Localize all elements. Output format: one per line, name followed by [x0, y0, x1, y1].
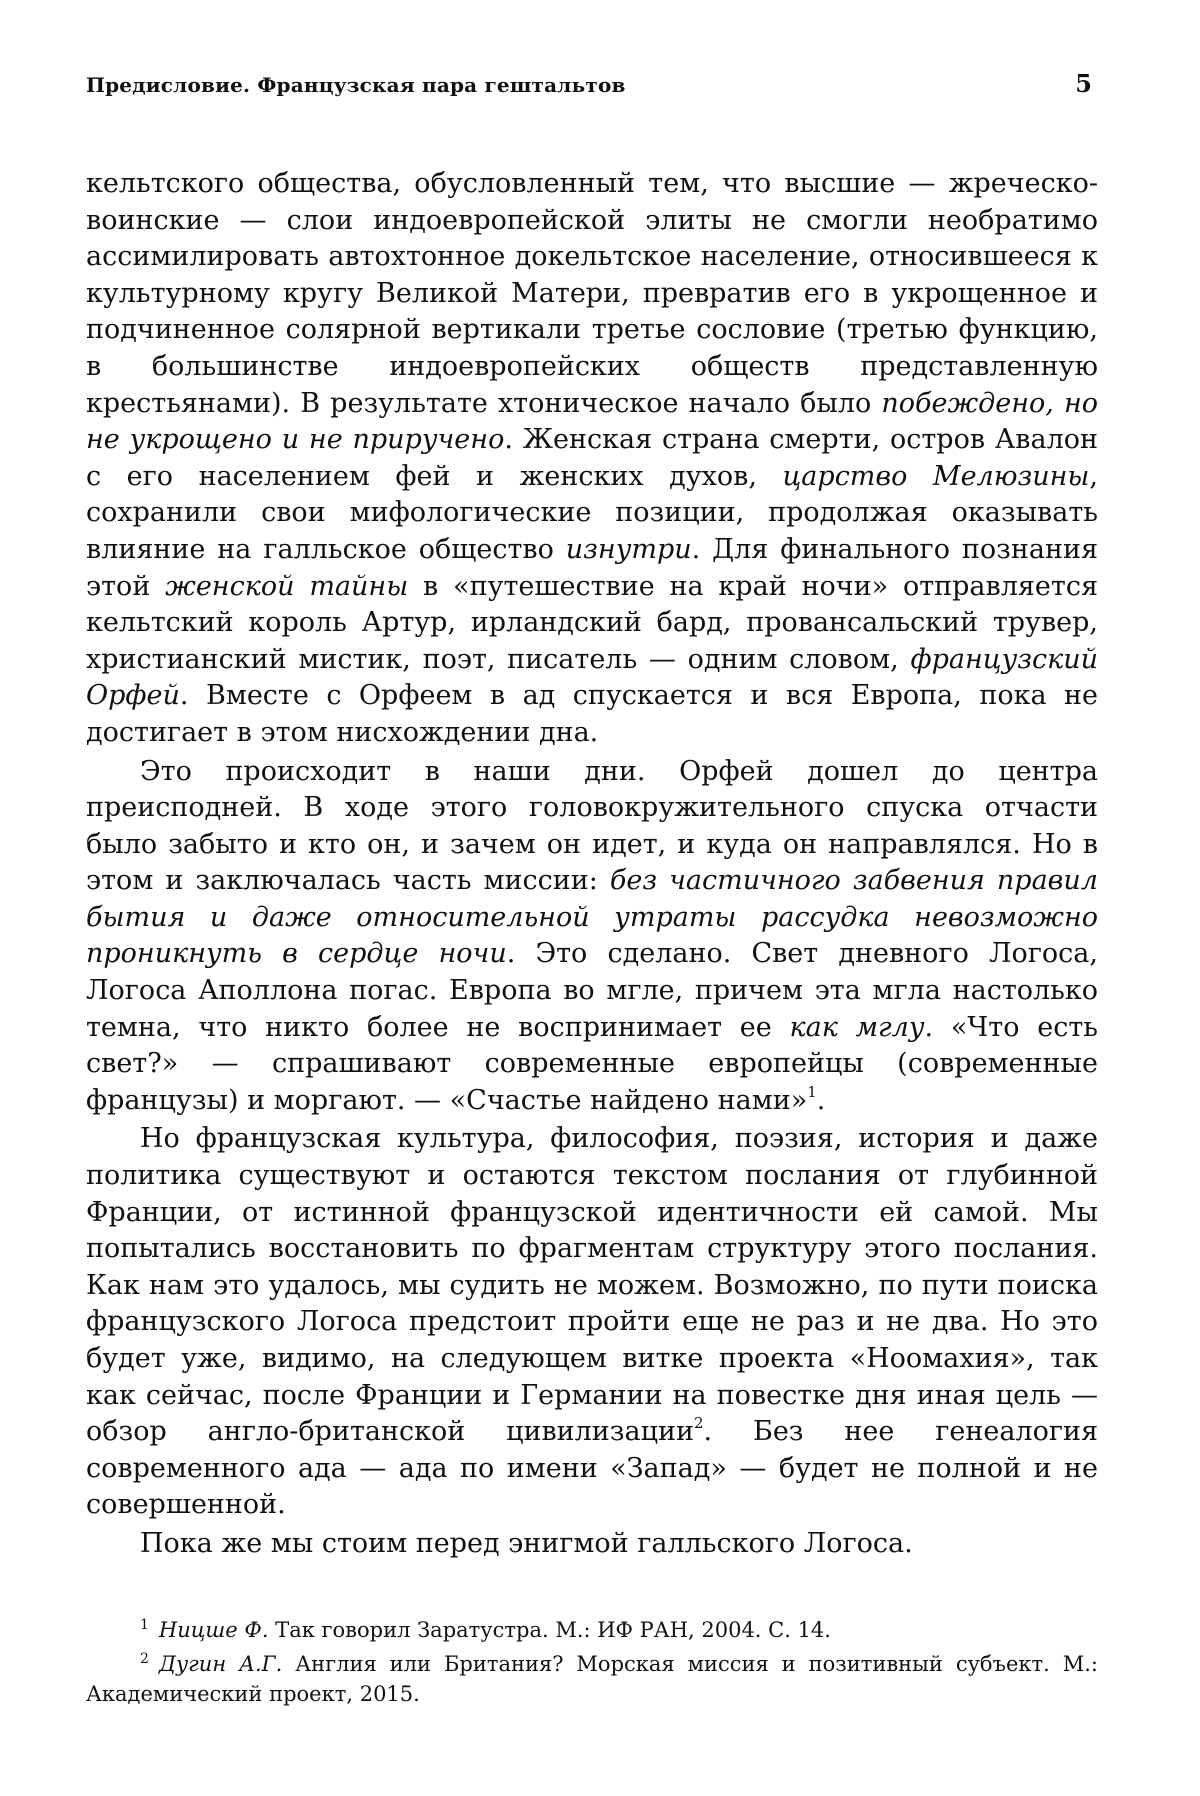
- paragraph: [86, 166, 1098, 752]
- italic-emphasis: изнутри: [565, 533, 692, 565]
- italic-emphasis: как мглу: [789, 1011, 925, 1043]
- text-run: . «Что есть свет?» — спрашивают современные европейцы (современные французы) и моргают. — «Счастье найдено нами»: [86, 1011, 1098, 1116]
- text-run: . Для финального познания этой: [86, 533, 1098, 602]
- text-run: , сохранили свои мифологические позиции, продолжая оказывать влияние на галльское общество: [86, 460, 1098, 565]
- body-text: [86, 166, 1098, 1563]
- text-run: . Это сделано. Свет дневного Логоса, Логоса Аполлона погас. Европа во мгле, причем эта мгла настолько темна, что никто более не воспринимает ее: [86, 938, 1098, 1043]
- text-run: Но французская культура, философия, поэзия, история и даже политика существуют и остаются текстом послания от глубинной Франции, от истинной французской идентичности ей самой. Мы попытались восстановить по фрагментам структуру этого послания. Как нам это удалось, мы судить не можем. Возможно, по пути поиска французского Логоса предстоит пройти еще не раз и не два. Но это будет уже, видимо, на следующем витке проекта «Ноомахия», так как сейчас, после Франции и Германии на повестке дня иная цель — обзор англо-британской цивилизации: [86, 1123, 1098, 1448]
- text-run: Пока же мы стоим перед энигмой галльского Логоса.: [140, 1527, 913, 1559]
- italic-emphasis: царство Мелюзины: [782, 460, 1090, 492]
- footnotes: [86, 1615, 1098, 1709]
- paragraph: [86, 1526, 1098, 1563]
- paragraph: [86, 754, 1098, 1120]
- text-run: Так говорил Заратустра. М.: ИФ РАН, 2004. С. 14.: [268, 1617, 831, 1642]
- text-run: в «путешествие на край ночи» отправляется кельтский король Артур, ирландский бард, провансальский трувер, христианский мистик, поэт, писатель — одним словом,: [86, 570, 1098, 675]
- text-run: . Вместе с Орфеем в ад спускается и вся Европа, пока не достигает в этом нисхождении дна.: [86, 680, 1098, 748]
- running-head: [86, 70, 1098, 98]
- text-run: Это происходит в наши дни. Орфей дошел до центра преисподней. В ходе этого головокружительного спуска отчасти было забыто и кто он, и зачем он идет, и куда он направлялся. Но в этом и заключалась часть миссии:: [86, 755, 1098, 897]
- italic-emphasis: побеждено, но не укрощено и не приручено: [86, 387, 1098, 456]
- running-title: Предисловие. Французская пара гештальтов: [86, 73, 626, 97]
- italic-emphasis: женской тайны: [165, 570, 409, 602]
- italic-emphasis: Дугин А.Г.: [158, 1651, 283, 1676]
- page-number: 5: [1075, 69, 1092, 98]
- text-run: . Женская страна смерти, остров Авалон с его населением фей и женских духов,: [86, 424, 1098, 492]
- footnote-mark: 2: [140, 1650, 149, 1667]
- footnote: [86, 1615, 1098, 1645]
- italic-emphasis: Ницше Ф.: [158, 1617, 269, 1642]
- italic-emphasis: французский Орфей: [86, 643, 1098, 712]
- text-run: кельтского общества, обусловленный тем, что высшие — жреческо-воинские — слои индоевропейской элиты не смогли необратимо ассимилировать автохтонное докельтское население, относившееся к культурному кругу Великой Матери, превратив его в укрощенное и подчиненное солярной вертикали третье сословие (третью функцию, в большинстве индоевропейских обществ представленную крестьянами). В результате хтоническое начало было: [86, 168, 1098, 419]
- footnote-ref: 2: [693, 1414, 704, 1433]
- paragraph: [86, 1121, 1098, 1524]
- text-run: . Без нее генеалогия современного ада — ада по имени «Запад» — будет не полной и не совершенной.: [86, 1416, 1099, 1521]
- text-run: .: [816, 1084, 826, 1116]
- book-page: [86, 70, 1098, 1713]
- footnote-mark: 1: [140, 1616, 149, 1633]
- italic-emphasis: без частичного забвения правил бытия и даже относительной утраты рассудка невозможно проникнуть в сердце ночи: [86, 865, 1098, 970]
- footnote: [86, 1649, 1098, 1709]
- footnote-ref: 1: [807, 1082, 817, 1101]
- text-run: Англия или Британия? Морская миссия и позитивный субъект. М.: Академический проект, 2015.: [86, 1651, 1098, 1706]
